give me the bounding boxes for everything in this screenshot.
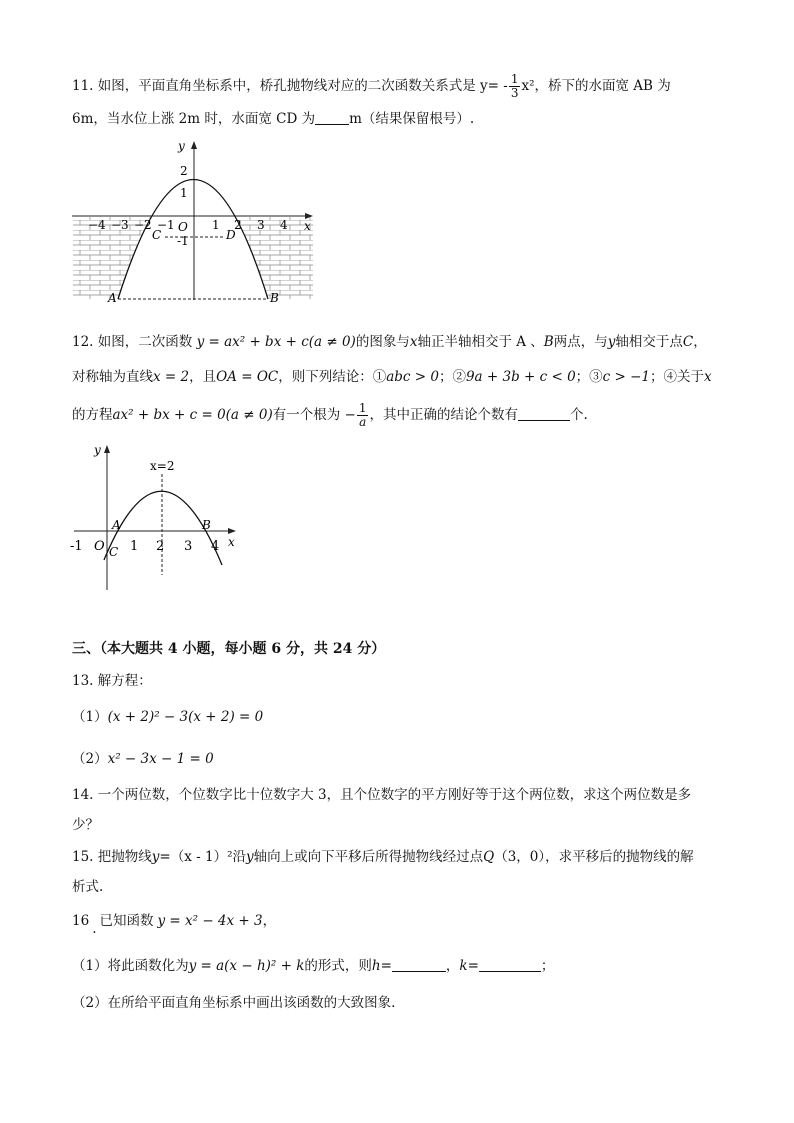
q12-answer-blank[interactable] <box>518 406 570 421</box>
figure-bridge-parabola <box>70 140 320 305</box>
fig1-xtick-m2: −2 <box>134 218 152 232</box>
fig1-x-label: x <box>304 219 311 233</box>
q11-line-1 <box>72 73 671 100</box>
q16-p1-end: ； <box>540 958 555 974</box>
q12-l1-B: B <box>543 334 554 350</box>
q12-l2-mid: ，且 <box>189 369 217 385</box>
fig1-xtick-3: 3 <box>257 218 265 232</box>
fig2-axis-label: x=2 <box>150 459 175 473</box>
q13-title: 13. 解方程： <box>72 673 152 689</box>
fig1-ytick-2: 2 <box>180 164 188 178</box>
q13-p2-label: （2） <box>72 751 108 767</box>
q12-l1-pre: 12. 如图，二次函数 <box>72 334 193 350</box>
q12-l3-math: ax² + bx + c = 0(a ≠ 0) <box>112 407 273 423</box>
q14-line-1: 14. 一个两位数，个位数字比十位数字大 3，且个位数字的平方刚好等于这个两位数，求这个两位数是多 <box>72 787 692 803</box>
q12-l1-C: C <box>682 334 694 350</box>
q12-l1-end: ， <box>693 334 707 350</box>
q12-l3-post: ，其中正确的结论个数有 <box>369 407 518 423</box>
fig1-point-D: D <box>226 228 236 242</box>
fig2-xtick-m1: -1 <box>70 539 83 554</box>
q12-line-1 <box>72 333 707 351</box>
q16-line-1 <box>72 912 277 937</box>
q11-frac-num: 1 <box>510 72 519 86</box>
q12-l2-s4: ；④关于 <box>650 369 705 385</box>
q16-comma: ， <box>262 913 277 929</box>
q16-k-blank[interactable] <box>479 957 541 972</box>
q12-l3-end: 个. <box>569 407 588 423</box>
q16-p1-pre: （1）将此函数化为 <box>72 958 189 974</box>
fig2-point-B: B <box>202 518 211 532</box>
q16-math: y = x² − 4x + 3 <box>157 913 263 929</box>
q12-l1-y: y <box>607 334 616 350</box>
q12-l1-x: x <box>409 334 418 350</box>
q12-l2-mid2: ，则下列结论：① <box>278 369 387 385</box>
q12-frac-den: a <box>359 415 367 429</box>
q13-p1-math: (x + 2)² − 3(x + 2) = 0 <box>107 709 264 725</box>
fig2-point-C: C <box>109 545 119 559</box>
q15-l1-Q: Q <box>483 849 495 865</box>
q12-fraction <box>357 402 369 429</box>
fig2-x-axis-arrow <box>228 528 236 534</box>
q12-l2-math1: x = 2 <box>153 369 190 385</box>
q12-line-3 <box>72 402 588 429</box>
fig1-origin: O <box>178 220 188 234</box>
q16-part-2: （2）在所给平面直角坐标系中画出该函数的大致图象. <box>72 995 396 1011</box>
q16-p1-math: y = a(x − h)² + k <box>188 958 305 974</box>
q12-frac-num: 1 <box>358 401 367 415</box>
fig2-xtick-1: 1 <box>130 539 139 554</box>
q11-line2-pre: 6m，当水位上涨 2m 时，水面宽 CD 为 <box>72 111 316 127</box>
q15-line-2: 析式. <box>72 879 104 895</box>
q16-h-blank[interactable] <box>392 957 446 972</box>
q12-cond-1: abc > 0 <box>386 369 439 385</box>
q15-l1-y2: y <box>245 849 254 865</box>
fig1-xtick-2: 2 <box>234 218 242 232</box>
q16-part-1 <box>72 957 554 975</box>
fig1-ytick-1: 1 <box>180 186 188 200</box>
q13-part-1 <box>72 708 263 726</box>
fig2-xtick-2: 2 <box>156 539 165 554</box>
fig2-point-A: A <box>112 518 121 532</box>
q12-l3-mid: 有一个根为 − <box>272 407 356 423</box>
fig2-xtick-4: 4 <box>211 539 220 554</box>
q13-p1-label: （1） <box>72 709 108 725</box>
q12-cond-2: 9a + 3b + c < 0 <box>465 369 576 385</box>
fig1-ytick-m1: -1 <box>177 234 189 248</box>
fig1-xtick-m4: −4 <box>88 218 106 232</box>
q11-text-post: x²，桥下的水面宽 AB 为 <box>521 78 671 94</box>
q12-l2-s3: ；③ <box>575 369 603 385</box>
fig1-xtick-1: 1 <box>212 218 220 232</box>
q11-answer-blank[interactable] <box>315 110 349 125</box>
q12-l1-mid3: 两点，与 <box>553 334 608 350</box>
fig2-x-label: x <box>228 535 235 549</box>
figure-quadratic-graph <box>66 440 246 595</box>
q13-part-2 <box>72 750 214 768</box>
q12-l2-math2: OA = OC <box>216 369 279 385</box>
q14-line-2: 少？ <box>72 817 99 833</box>
q15-line-1 <box>72 848 694 866</box>
q16-p1-mid: 的形式，则 <box>304 958 372 974</box>
q16-dot: . <box>92 921 97 937</box>
q12-l2-x: x <box>704 369 712 385</box>
fig2-xtick-3: 3 <box>184 539 193 554</box>
fig1-xtick-4: 4 <box>280 218 288 232</box>
q12-l2-s2: ；② <box>438 369 466 385</box>
q16-p1-k: k <box>459 958 468 974</box>
fig1-y-label: y <box>178 140 185 153</box>
fig1-point-C: C <box>152 228 162 242</box>
q13-p2-math: x² − 3x − 1 = 0 <box>107 751 214 767</box>
q16-text: 已知函数 <box>99 913 154 929</box>
q11-line2-post: m（结果保留根号）. <box>349 111 475 127</box>
q16-p1-h: h <box>371 958 381 974</box>
q12-l2-pre: 对称轴为直线 <box>72 369 153 385</box>
q12-l1-math: y = ax² + bx + c(a ≠ 0) <box>196 334 356 350</box>
fig1-xtick-m1: −1 <box>157 218 175 232</box>
q16-p1-sep: ， <box>445 958 460 974</box>
q11-frac-den: 3 <box>510 86 519 100</box>
q15-l1-y: y <box>151 849 160 865</box>
fig1-point-A: A <box>108 291 117 305</box>
q15-l1-post: （3，0），求平移后的抛物线的解 <box>494 849 694 865</box>
q11-line-2 <box>72 110 474 128</box>
q12-line-2 <box>72 368 712 386</box>
q15-l1-mid2: 轴向上或向下平移后所得抛物线经过点 <box>253 849 484 865</box>
q12-cond-3: c > −1 <box>602 369 651 385</box>
fig1-point-B: B <box>270 291 279 305</box>
fig2-y-axis-arrow <box>104 445 110 453</box>
q12-l1-mid2: 轴正半轴相交于 A 、 <box>417 334 544 350</box>
q16-p1-eq2: = <box>467 958 479 974</box>
fig1-xtick-m3: −3 <box>111 218 129 232</box>
q12-l3-pre: 的方程 <box>72 407 113 423</box>
q15-l1-mid: =（x - 1）²沿 <box>159 849 246 865</box>
fig2-y-label: y <box>94 443 101 457</box>
q16-p1-eq: = <box>380 958 392 974</box>
q15-l1-pre: 15. 把抛物线 <box>72 849 152 865</box>
q12-l1-post: 轴相交于点 <box>615 334 683 350</box>
section-3-title: 三、（本大题共 4 小题，每小题 6 分，共 24 分） <box>72 641 386 657</box>
q12-l1-mid: 的图象与 <box>355 334 410 350</box>
y-axis-arrow <box>191 141 197 149</box>
q11-fraction <box>509 73 521 100</box>
q11-text-pre: 11. 如图，平面直角坐标系中，桥孔抛物线对应的二次函数关系式是 y= - <box>72 78 508 94</box>
q16-number: 16 <box>72 913 90 929</box>
fig2-origin: O <box>94 539 105 554</box>
